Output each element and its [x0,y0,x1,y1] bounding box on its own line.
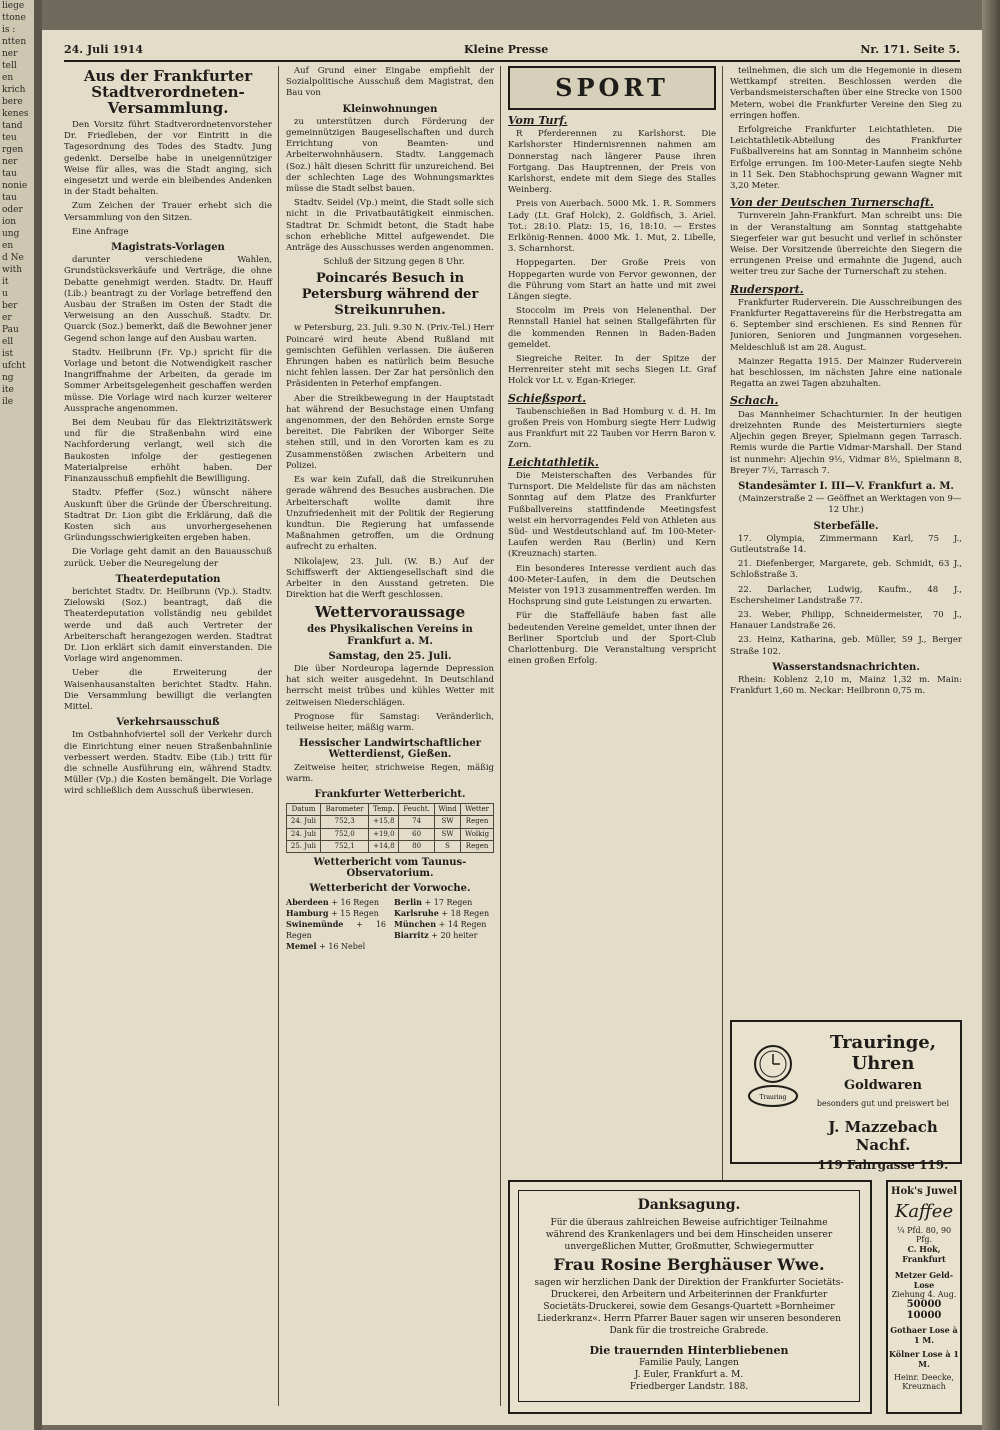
article-paragraph: Die Meisterschaften des Verbandes für Turnsport. Die Meldeliste für das am nächsten Sonntag auf dem Platze des Frankfurter Fußballvereins stattfindende Meetingsfest weist ein hervorragendes Feld von Athleten aus Süd- und Westdeutschland auf. Im 100-Meter-Laufen werden Rau (Berlin) und Kern (Kreuznach) starten. [508,470,716,560]
location-value: + 18 Regen [438,908,490,918]
location-name: Aberdeen [286,896,329,907]
list-item: 17. Olympia, Zimmermann Karl, 75 J., Gutleutstraße 14. [730,533,962,555]
section-heading: Wetterbericht vom Taunus-Observatorium. [313,856,467,880]
location-value: + 20 heiter [428,931,478,941]
section-heading: Von der Deutschen Turnerschaft. [730,196,934,210]
column-1 [64,66,279,1406]
previous-page-fragment: ber [2,301,18,311]
header-issue-page: Nr. 171. Seite 5. [860,43,960,56]
newspaper-page [42,30,982,1425]
table-header-cell: Datum [287,804,321,816]
location-name: Swinemünde [286,919,344,929]
section-heading: Wasserstandsnachrichten. [772,661,920,673]
previous-page-fragment: kenes [2,109,29,119]
table-cell: 752,0 [320,828,368,840]
section-heading: Samstag, den 25. Juli. [328,650,452,662]
dank-text: sagen wir herzlichen Dank der Direktion der Frankfurter Societäts-Druckerei, den Arbeitern und Arbeiterinnen der Frankfurter Societäts-Druckerei, sowie dem Gesangs-Quartett »Bornheimer Liederkranz«. Herrn Pfarrer Bauer sagen wir unseren besonderen Dank für die trostreiche Grabrede. [534,1278,844,1336]
previous-page-fragment: tand [2,121,23,131]
location-value: + 16 Nebel [316,942,366,952]
article-paragraph: Ein besonderes Interesse verdient auch das 400-Meter-Laufen, in dem die Deutschen Meister von 1913 zusammentreffen werden. Im Hochsprung sind gute Leistungen zu erwarten. [508,563,716,608]
list-item [394,930,494,941]
ad-text: besonders gut und preiswert bei [816,1099,950,1108]
section-heading: Schach. [730,394,779,408]
page-edge-right [982,0,1000,1430]
ad-heading: Hok's Juwel [891,1186,957,1197]
article-paragraph: Es war kein Zufall, daß die Streikunruhen gerade während des Besuches ausbrachen. Die Arbeiterschaft wollte damit ihre Unzufriedenheit mit der Politik der Regierung kundtun. Die Regierung hat umfassende Maßnahmen getroffen, um die Ordnung aufrecht zu erhalten. [286,475,494,553]
previous-page-fragment: tell [2,61,17,71]
article-paragraph: Mainzer Regatta 1915. Der Mainzer Ruderverein hat beschlossen, im nächsten Jahre eine nationale Regatta an zwei Tagen abzuhalten. [730,356,962,390]
list-item: 21. Diefenberger, Margarete, geb. Schmidt, 63 J., Schloßstraße 3. [730,559,962,581]
table-cell: 24. Juli [287,828,321,840]
article-paragraph: Bei dem Neubau für das Elektrizitätswerk und für die Straßenbahn wird eine Nachforderung verlangt, weil sich die Baukosten infolge der gestiegenen Materialpreise erhöht haben. Der Finanzausschuß empfiehlt die Bewilligung. [64,418,272,485]
previous-page-fragment: oder [2,205,23,215]
article-paragraph: Hoppegarten. Der Große Preis von Hoppegarten wurde von Fervor gewonnen, der die Führung vom Start an hatte und mit zwei Längen siegte. [508,258,716,303]
list-item [394,919,494,930]
table-cell: 752,3 [320,816,368,828]
previous-page-fragment: d Ne [2,253,24,263]
article-paragraph: Zeitweise heiter, strichweise Regen, mäßig warm. [286,762,494,784]
previous-page-fragment: ner [2,49,18,59]
previous-page-fragment: it [2,277,9,287]
section-heading: des Physikalischen Vereins in Frankfurt a. M. [307,624,473,647]
location-value: + 16 Regen [328,897,379,907]
previous-page-fragment: tau [2,169,17,179]
article-paragraph: darunter verschiedene Wahlen, Grundstücksverkäufe und Verträge, die ohne Debatte genehmigt werden. Stadtv. Dr. Hauff (Lib.) beantragt zu der Vorlage betreffend den Ausbau der Straßen im Osten der Stadt die Verweisung an den Ausschuß. Stadtv. Dr. Quarck (Soz.) bemerkt, daß die Bewohner jener Gegend schon lange auf den Ausbau warten. [64,255,272,344]
article-paragraph: Turnverein Jahn-Frankfurt. Man schreibt uns: Die in der Veranstaltung am Sonntag stattgehabte Siegerfeier war gut besucht und verlief in schönster Weise. Der Vorsitzende überreichte den Siegern die errungenen Preise und ermahnte die Jugend, auch weiter treu zur Sache der Turnerschaft zu stehen. [730,211,962,278]
article-paragraph: Stadtv. Pfeffer (Soz.) wünscht nähere Auskunft über die Gründe der Überschreitung. Stadtrat Dr. Lion gibt die Erklärung, daß die Kosten sich aus unvorhergesehenen Gründungsschwierigkeiten ergeben haben. [64,488,272,544]
section-heading: Verkehrsausschuß [116,717,220,729]
section-heading: Frankfurter Wetterbericht. [314,788,466,800]
article-paragraph: Stoccolm im Preis von Helenenthal. Der Rennstall Haniel hat seinen Stallgefährten für die kommenden Rennen in Baden-Baden gemeldet. [508,306,716,350]
previous-page-fragment: ner [2,157,18,167]
article-paragraph: Stadtv. Seidel (Vp.) meint, die Stadt solle sich nicht in die Privatbautätigkeit einmischen. Stadtrat Dr. Schmidt betont, die Stadt habe schon erhebliche Mittel aufgewendet. Die Anträge des Ausschusses werden angenommen. [286,198,494,254]
article-paragraph: Den Vorsitz führt Stadtverordnetenvorsteher Dr. Friedleben, der vor Eintritt in die Tagesordnung des Todes des Stadtv. Jung gedenkt. Derselbe habe in uneigennütziger Weise für alles, was die Stadt anging, sich eingesetzt und werde ein bleibendes Andenken in der Stadt behalten. [64,120,272,198]
list-item: 22. Darlacher, Ludwig, Kaufm., 48 J., Eschersheimer Landstraße 77. [730,584,962,606]
previous-page-fragment: with [2,265,22,275]
previous-page-fragment: ttone [2,13,26,23]
previous-page-fragment: ite [2,385,14,395]
location-value: + 15 Regen [328,908,379,918]
table-header-cell: Wetter [461,804,494,816]
table-row [287,816,494,828]
location-name: Memel [286,941,317,952]
previous-page-fragment: er [2,313,12,323]
article-paragraph: berichtet Stadtv. Dr. Heilbrunn (Vp.). Stadtv. Zielowski (Soz.) beantragt, daß die Theaterdeputation vollständig neu gebildet werde und daß auch Vertreter der Arbeiterschaft herangezogen werden. Stadtrat Dr. Lion erklärt sich damit einverstanden. Die Vorlage wird angenommen. [64,586,272,665]
previous-page-fragment: liege [2,1,25,11]
dank-title: Danksagung. [637,1197,741,1213]
table-cell: Regen [461,816,494,828]
article-paragraph: Die über Nordeuropa lagernde Depression hat sich weiter ausgedehnt. In Deutschland herrscht meist trübes und kühles Wetter mit zeitweisen Niederschlägen. [286,663,494,708]
article-paragraph: Erfolgreiche Frankfurter Leichtathleten. Die Leichtathletik-Abteilung des Frankfurter Fußballvereins hat am Sonntag in Mannheim schöne Erfolge errungen. Im 100-Meter-Laufen siegte Nehb in 11 Sek. Den Stabhochsprung gewann Wagner mit 3,20 Meter. [730,125,962,192]
article-paragraph: Rhein: Koblenz 2,10 m, Mainz 1,32 m. Main: Frankfurt 1,60 m. Neckar: Heilbronn 0,75 m. [730,674,962,697]
table-header-cell: Feucht. [399,804,435,816]
ad-firm: J. Mazzebach Nachf. [828,1118,938,1154]
article-paragraph: teilnehmen, die sich um die Hegemonie in diesem Wettkampf streiten. Beschlossen werden die Verbandsmeisterschaften über eine Strecke von 1500 Metern, wobei die Frankfurter Vereine den Sieg zu erringen hoffen. [730,66,962,121]
article-paragraph: Das Mannheimer Schachturnier. In der heutigen dreizehnten Runde des Meisterturniers siegte Aljechin gegen Breyer, Spielmann gegen Tarrasch. Remis wurde die Partie Vidmar-Marshall. Der Stand ist nunmehr: Aljechin 9½, Vidmar 8½, Spielmann 8, Breyer 7½, Tarrasch 7. [730,409,962,476]
article-paragraph: Nikolajew, 23. Juli. (W. B.) Auf der Schiffswerft der Aktiengesellschaft sind die Arbeiter in den Ausstand getreten. Die Direktion hat die Werft geschlossen. [286,556,494,601]
previous-page-fragment: teu [2,133,17,143]
previous-page-fragment: tau [2,193,17,203]
previous-page-fragment: krich [2,85,26,95]
location-name: Karlsruhe [394,907,439,918]
ring-label: Trauring [759,1094,787,1101]
dank-closing: Die trauernden Hinterbliebenen [589,1344,789,1357]
ad-lose-line: Ziehung 4. Aug. [891,1290,957,1299]
table-cell: +14,8 [369,840,399,852]
ad-price: ¼ Pfd. 80, 90 Pfg. [896,1226,952,1244]
article-paragraph: Prognose für Samstag: Veränderlich, teilweise heiter, mäßig warm. [286,711,494,733]
list-item [286,919,386,941]
previous-page-edge [0,0,34,1430]
table-cell: 80 [399,840,435,852]
previous-page-fragment: ile [2,397,14,407]
advertisement-lose [886,1180,962,1414]
ad-subtitle: Goldwaren [844,1078,922,1093]
previous-page-fragment: rgen [2,145,24,155]
article-paragraph: (Mainzerstraße 2 — Geöffnet an Werktagen von 9—12 Uhr.) [738,494,962,516]
column-2 [286,66,501,1406]
section-heading: Theaterdeputation [115,573,221,585]
table-cell: 60 [399,828,435,840]
ad-script: Kaffee [894,1201,954,1222]
ad-lose-line: Metzer Geld-Lose [894,1270,954,1290]
previous-page-fragment: ist [2,349,14,359]
dank-name: Frau Rosine Berghäuser Wwe. [553,1255,825,1274]
section-heading: Hessischer Landwirtschaftlicher Wetterdienst, Gießen. [298,738,482,761]
article-paragraph: Stadtv. Heilbrunn (Fr. Vp.) spricht für die Vorlage und betont die Notwendigkeit rascher Inangriffnahme der Arbeiten, da gerade im Sommer Arbeitsgelegenheit geschaffen werden müsse. Die Vorlage wird nach kurzer weiterer Aussprache angenommen. [64,347,272,414]
table-header-cell: Wind [434,804,460,816]
article-paragraph: Die Vorlage geht damit an den Bauausschuß zurück. Ueber die Neuregelung der [64,547,272,569]
article-paragraph: Auf Grund einer Eingabe empfiehlt der Sozialpolitische Ausschuß dem Magistrat, den Bau von [286,66,494,99]
location-name: Berlin [394,896,422,907]
dank-text: Für die überaus zahlreichen Beweise aufrichtiger Teilnahme während des Krankenlagers und bei dem Hinscheiden unserer unvergeßlichen Mutter, Großmutter, Schwiegermutter [545,1218,833,1252]
advertisement-danksagung [508,1180,872,1414]
death-notices-list [730,534,962,658]
table-cell: 74 [399,816,435,828]
table-header-cell: Barometer [320,804,368,816]
previous-page-fragment: ell [2,337,14,347]
location-name: München [394,919,437,929]
table-cell: 24. Juli [287,816,321,828]
section-heading: Schießsport. [508,391,587,405]
ad-address: 119 Fahrgasse 119. [817,1158,949,1172]
table-row [287,840,494,852]
ad-lose-line: 50000 10000 [906,1299,942,1321]
section-heading: Rudersport. [730,282,804,296]
table-cell: 25. Juli [287,840,321,852]
previous-page-fragment: ntten [2,37,27,47]
previous-page-fragment: ng [2,373,14,383]
table-cell: Regen [461,840,494,852]
header-date: 24. Juli 1914 [64,43,143,56]
section-heading: Kleinwohnungen [342,103,438,115]
location-value: + 17 Regen [421,897,473,907]
clock-ring-icon [742,1042,804,1112]
page-gutter [34,0,42,1430]
location-name: Biarritz [394,930,429,941]
location-name: Hamburg [286,907,329,918]
article-paragraph: Für die Staffelläufe haben fast alle bedeutenden Vereine gemeldet, unter ihnen der Berliner Sportclub und der Sport-Club Charlottenburg. Die Veranstaltung verspricht einen großen Erfolg. [508,611,716,667]
previous-page-fragment: Pau [2,325,19,335]
location-value: + 14 Regen [436,920,487,929]
table-cell: 752,1 [320,840,368,852]
table-row [287,828,494,840]
location-value: + 16 Regen [286,920,386,941]
weather-locations-list [286,897,494,953]
table-cell: S [434,840,460,852]
previous-page-fragment: en [2,241,14,251]
section-heading: Wetterbericht der Vorwoche. [309,883,471,895]
table-cell: +19,0 [369,828,399,840]
ad-firm: C. Hok, Frankfurt [902,1244,946,1264]
section-heading: Sterbefälle. [813,520,879,532]
table-cell: +15,8 [369,816,399,828]
article-paragraph: zu unterstützen durch Förderung der gemeinnützigen Baugesellschaften und durch Errichtung von Beamten- und Arbeiterwohnhäusern. Stadtv. Langgemach (Soz.) hält diesen Schritt für unzureichend. Bei der schlechten Lage des Wohnungsmarktes müsse die Stadt selbst bauen. [286,116,494,195]
ad-lose-line: Gothaer Lose à 1 M. [890,1325,958,1345]
article-paragraph: Schluß der Sitzung gegen 8 Uhr. [323,257,465,268]
dank-signatory: Familie Pauly, Langen [639,1358,739,1368]
sport-banner: SPORT [508,66,716,110]
dank-address: Friedberger Landstr. 188. [629,1382,749,1392]
article-paragraph: Zum Zeichen der Trauer erhebt sich die Versammlung von den Sitzen. [64,201,272,223]
page-header [64,40,960,62]
previous-page-fragment: nonie [2,181,28,191]
ad-lose-line: Heinr. Deecke, Kreuznach [894,1373,954,1391]
article-paragraph: Aber die Streikbewegung in der Hauptstadt hat während der Besuchstage einen Umfang angenommen, der den Behörden ernste Sorge bereitet. Die Fabriken der Wiborger Seite stehen still, und in den Vororten kam es zu Zusammenstößen zwischen Arbeitern und Polizei. [286,393,494,471]
article-paragraph: Im Ostbahnhofviertel soll der Verkehr durch die Einrichtung einer neuen Straßenbahnlinie verbessert werden. Stadtv. Eibe (Lib.) tritt für die schnelle Ausführung ein, während Stadtv. Müller (Vp.) die Kosten bemängelt. Die Vorlage wird schließlich dem Ausschuß überwiesen. [64,730,272,797]
article-paragraph: Eine Anfrage [72,226,129,237]
ad-lose-line: Kölner Lose à 1 M. [889,1349,959,1369]
weather-table [286,803,494,853]
advertisement-trauringe [730,1020,962,1172]
article-paragraph: Ueber die Erweiterung der Waisenhausanstalten berichtet Stadtv. Hahn. Die Versammlung bewilligt die verlangten Mittel. [64,668,272,712]
section-heading: Standesämter I. III—V. Frankfurt a. M. [738,480,954,492]
section-heading: Vom Turf. [508,114,568,127]
section-heading: Magistrats-Vorlagen [111,242,225,254]
previous-page-fragment: ung [2,229,20,239]
article-title-poincare: Poincarés Besuch in Petersburg während der Streikunruhen. [301,271,479,319]
article-paragraph: Taubenschießen in Bad Homburg v. d. H. Im großen Preis von Homburg siegte Herr Ludwig aus Frankfurt mit 22 Tauben vor Herrn Baron v. Zorn. [508,406,716,451]
previous-page-fragment: en [2,73,14,83]
table-cell: SW [434,828,460,840]
article-paragraph: R Pferderennen zu Karlshorst. Die Karlshorster Hindernisrennen nahmen am Donnerstag nach längerer Pause ihren Fortgang. Das Hauptrennen, der Preis von Karlshorst, endete mit dem Siege des Stalles Weinberg. [508,129,716,196]
list-item [394,897,494,908]
previous-page-fragment: ufcht [2,361,26,371]
table-cell: SW [434,816,460,828]
previous-page-fragment: ion [2,217,17,227]
previous-page-fragment: bere [2,97,23,107]
article-title-stadtverordneten: Aus der Frankfurter Stadtverordneten-Versammlung. [83,67,253,117]
header-paper-name: Kleine Presse [464,43,549,56]
list-item [286,897,386,908]
article-paragraph: w Petersburg, 23. Juli. 9.30 N. (Priv.-Tel.) Herr Poincaré wird heute Abend Rußland mit gemischten Gefühlen verlassen. Die äußeren Ehrungen haben es natürlich beim Besuche nicht fehlen lassen. Der Zar hat persönlich den Präsidenten in Peterhof empfangen. [286,323,494,390]
dank-signatory: J. Euler, Frankfurt a. M. [634,1370,744,1380]
article-title-wetter: Wettervoraussage [314,603,466,622]
list-item [394,908,494,919]
previous-page-fragment: u [2,289,8,299]
list-item [286,941,386,952]
list-item: 23. Heinz, Katharina, geb. Müller, 59 J., Berger Straße 102. [730,635,962,657]
article-paragraph: Preis von Auerbach. 5000 Mk. 1. R. Sommers Lady (Lt. Graf Holck), 2. Goldfisch, 3. Ariel. Tot.: 28:10. Platz: 15, 16, 18:10. — Erstes Erlkönig-Rennen. 4000 Mk. 1. Mut, 2. Libelle, 3. Scharnhorst. [508,199,716,255]
article-paragraph: Frankfurter Ruderverein. Die Ausschreibungen des Frankfurter Regattavereins für die Herbstregatta am 6. September sind erschienen. Es sind Rennen für Junioren, Senioren und Jungmannen vorgesehen. Meldeschluß ist am 28. August. [730,297,962,353]
table-cell: Wolkig [461,828,494,840]
list-item: 23. Weber, Philipp, Schneidermeister, 70 J., Hanauer Landstraße 26. [730,609,962,632]
list-item [286,908,386,919]
ad-title: Trauringe, Uhren [829,1032,937,1074]
previous-page-fragment: is : [2,25,16,35]
section-heading: Leichtathletik. [508,455,599,469]
article-paragraph: Siegreiche Reiter. In der Spitze der Herrenreiter steht mit sechs Siegen Lt. Graf Holck vor Lt. v. Egan-Krieger. [508,354,716,387]
table-header-cell: Temp. [369,804,399,816]
